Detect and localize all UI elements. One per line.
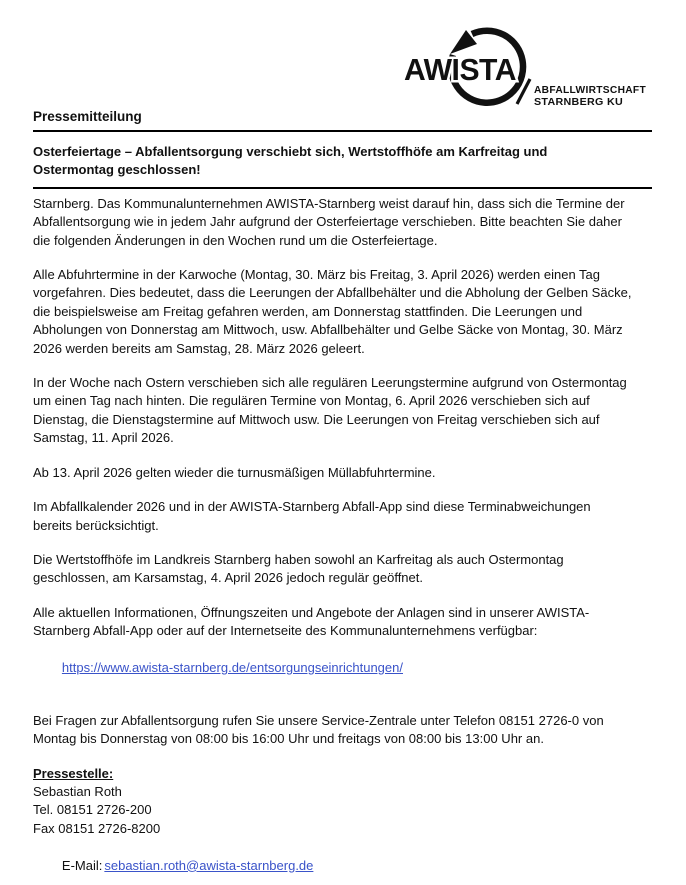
paragraph-woche-nach-ostern: In der Woche nach Ostern verschieben sich alle regulären Leerungstermine aufgrund von Ostermontag um einen Tag nach hinten. Die regulären Termine von Montag, 6. April 2026 verschieben sich auf Dienstag, die Dienstagstermine auf Mittwoch usw. Die Leerungen von Freitag verschieben sich auf Samstag, 11. April 2026.	[33, 375, 627, 446]
paragraph-karwoche: Alle Abfuhrtermine in der Karwoche (Montag, 30. März bis Freitag, 3. April 2026) werden einen Tag vorgefahren. Dies bedeutet, dass die Leerungen der Abfallbehälter und die Abholung der Gelben Säcke, die beispielsweise am Freitag gefahren werden, am Donnerstag stattfinden. Die Leerungen und Abholungen von Donnerstag am Mittwoch, usw. Abfallbehälter und Gelbe Säcke von Montag, 30. März 2026 werden bereits am Samstag, 28. März 2026 geleert.	[33, 267, 632, 356]
awista-logo	[400, 20, 662, 116]
contact-heading: Pressestelle:	[33, 765, 114, 781]
contact-fax: Fax 08151 2726-8200	[33, 820, 161, 836]
email-label: E-Mail:	[61, 857, 103, 873]
paragraph-ab-13-april: Ab 13. April 2026 gelten wieder die turnusmäßigen Müllabfuhrtermine.	[33, 464, 436, 480]
press-release-label: Pressemitteilung	[33, 109, 142, 124]
paragraph-informationen: Alle aktuellen Informationen, Öffnungszeiten und Angebote der Anlagen sind in unserer AWISTA- Starnberg Abfall-App oder auf der Internetseite des Kommunalunternehmens verfügbar: https://www.awista-starnberg.de/entsorgungseinrichtungen/	[33, 604, 590, 675]
contact-name: Sebastian Roth	[33, 783, 122, 799]
contact-block	[33, 765, 652, 885]
email-link[interactable]: sebastian.roth@awista-starnberg.de	[104, 857, 314, 873]
title-line-2: Ostermontag geschlossen!	[33, 162, 201, 178]
title-divider	[33, 187, 652, 189]
logo-tagline-line1: ABFALLWIRTSCHAFT	[534, 84, 647, 96]
paragraph-wertstoffhoefe: Die Wertstoffhöfe im Landkreis Starnberg haben sowohl an Karfreitag als auch Ostermontag geschlossen, am Karsamstag, 4. April 2026 jedoch regulär geöffnet.	[33, 551, 564, 586]
page-title	[33, 143, 652, 180]
website-link[interactable]: https://www.awista-starnberg.de/entsorgungseinrichtungen/	[61, 659, 403, 675]
header-divider	[33, 130, 652, 132]
paragraph-intro: Starnberg. Das Kommunalunternehmen AWISTA-Starnberg weist darauf hin, dass sich die Termine der Abfallentsorgung wie in jedem Jahr aufgrund der Osterfeiertage verschieben. Bitte beachten Sie daher die folgenden Änderungen in den Wochen rund um die Osterfeiertage.	[33, 195, 625, 248]
contact-tel: Tel. 08151 2726-200	[33, 802, 152, 818]
paragraph-service-zentrale: Bei Fragen zur Abfallentsorgung rufen Sie unsere Service-Zentrale unter Telefon 08151 2726-0 von Montag bis Donnerstag von 08:00 bis 16:00 Uhr und freitags von 08:00 bis 13:00 Uhr an.	[33, 712, 604, 747]
title-line-1: Osterfeiertage – Abfallentsorgung verschiebt sich, Wertstoffhöfe am Karfreitag und	[33, 144, 548, 159]
logo-brand-text: AWISTA	[404, 52, 517, 87]
paragraph-abfallkalender: Im Abfallkalender 2026 und in der AWISTA-Starnberg Abfall-App sind diese Terminabweichungen bereits berücksichtigt.	[33, 499, 591, 533]
logo-tagline-line2: STARNBERG KU	[534, 96, 623, 108]
contact-email-line	[33, 838, 652, 885]
